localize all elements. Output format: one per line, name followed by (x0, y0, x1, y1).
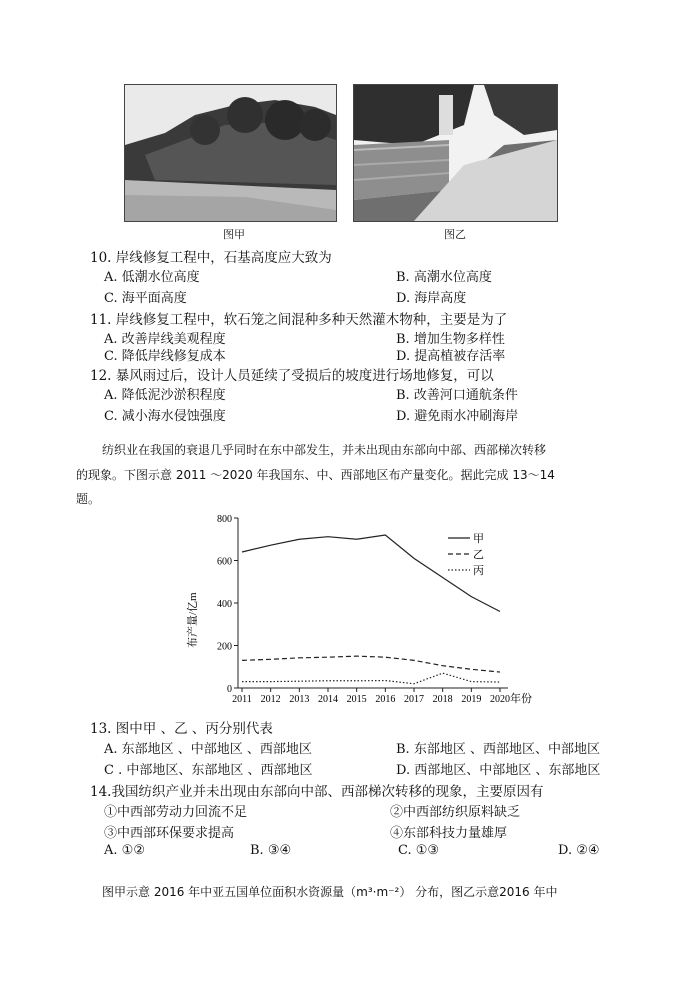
x-tick-label: 2015 (346, 694, 367, 705)
x-tick-label: 2019 (461, 694, 482, 705)
photo-left (124, 84, 337, 222)
right-figure-caption: 图乙 (444, 228, 466, 241)
x-tick-label: 2011 (232, 694, 252, 705)
question-14: 14.我国纺织产业并未出现由东部向中部、西部梯次转移的现象，主要原因有 (90, 784, 544, 800)
x-tick-label: 2017 (404, 694, 424, 705)
passage-line-3: 题。 (76, 492, 101, 506)
legend-label: 丙 (473, 565, 484, 577)
question-10 (90, 246, 332, 266)
y-tick-label: 600 (217, 556, 232, 568)
y-tick-label: 0 (227, 684, 232, 695)
left-figure-caption: 图甲 (223, 228, 245, 241)
option: D. 海岸高度 (396, 291, 467, 306)
y-tick-label: 200 (217, 641, 232, 653)
passage-line-2: 的现象。下图示意 2011 ～2020 年我国东、中、西部地区布产量变化。据此完成 13～14 (76, 468, 555, 482)
option: D. 提高植被存活率 (396, 349, 506, 364)
series-line-丙 (242, 673, 500, 684)
option: A. 降低泥沙淤积程度 (104, 388, 226, 403)
statement: ③中西部环保要求提高 (104, 826, 235, 841)
statement: ④东部科技力量雄厚 (390, 826, 508, 841)
option: B. ③④ (250, 843, 292, 858)
question-number: 10. (90, 250, 112, 266)
x-tick-label: 2020 (490, 694, 510, 705)
option: C. 减小海水侵蚀强度 (104, 409, 226, 424)
x-axis-label: 年份 (510, 693, 532, 705)
option: A. 改善岸线美观程度 (104, 332, 226, 347)
option: C. 海平面高度 (104, 291, 187, 306)
option: D. 避免雨水冲刷海岸 (396, 409, 519, 424)
question-12: 12. 暴风雨过后，设计人员延续了受损后的坡度进行场地修复，可以 (90, 368, 494, 384)
legend-label: 乙 (473, 549, 484, 561)
option: B. 高潮水位高度 (396, 270, 492, 285)
option: D. ②④ (558, 843, 600, 858)
option: C. ①③ (398, 843, 440, 858)
option: A. 低潮水位高度 (104, 270, 200, 285)
option: A. 东部地区 、中部地区 、西部地区 (104, 742, 312, 757)
question-stem: 岸线修复工程中，石基高度应大致为 (115, 250, 332, 266)
statement: ②中西部纺织原料缺乏 (390, 805, 521, 820)
line-chart (180, 508, 540, 708)
x-tick-label: 2016 (375, 694, 396, 705)
y-tick-label: 400 (217, 599, 232, 610)
question-11: 11. 岸线修复工程中，软石笼之间混种多种天然灌木物种，主要是为了 (90, 312, 508, 328)
option: A. ①② (104, 843, 145, 858)
option: B. 改善河口通航条件 (396, 388, 518, 403)
x-tick-label: 2013 (289, 694, 310, 705)
question-13: 13. 图中甲 、乙 、丙分别代表 (90, 721, 273, 737)
legend-label: 甲 (473, 533, 484, 545)
x-tick-label: 2018 (432, 694, 453, 705)
option: C . 中部地区、东部地区 、西部地区 (104, 763, 313, 778)
option: C. 降低岸线修复成本 (104, 349, 226, 364)
x-tick-label: 2014 (318, 694, 338, 705)
option: B. 东部地区 、西部地区、中部地区 (396, 742, 600, 757)
series-line-乙 (242, 656, 500, 672)
option: B. 增加生物多样性 (396, 332, 505, 347)
x-tick-label: 2012 (260, 694, 281, 705)
y-axis-label: 布产量/亿m (187, 592, 199, 648)
y-tick-label: 800 (217, 514, 232, 525)
statement: ①中西部劳动力回流不足 (104, 805, 248, 820)
option: D. 西部地区、中部地区 、东部地区 (396, 763, 601, 778)
footer-passage: 图甲示意 2016 年中亚五国单位面积水资源量（m³·m⁻²） 分布，图乙示意2016 年中 (102, 885, 558, 899)
passage-line-1: 纺织业在我国的衰退几乎同时在东中部发生，并未出现由东部向中部、西部梯次转移 (102, 443, 547, 457)
series-line-甲 (242, 535, 500, 612)
photo-right (353, 84, 558, 222)
